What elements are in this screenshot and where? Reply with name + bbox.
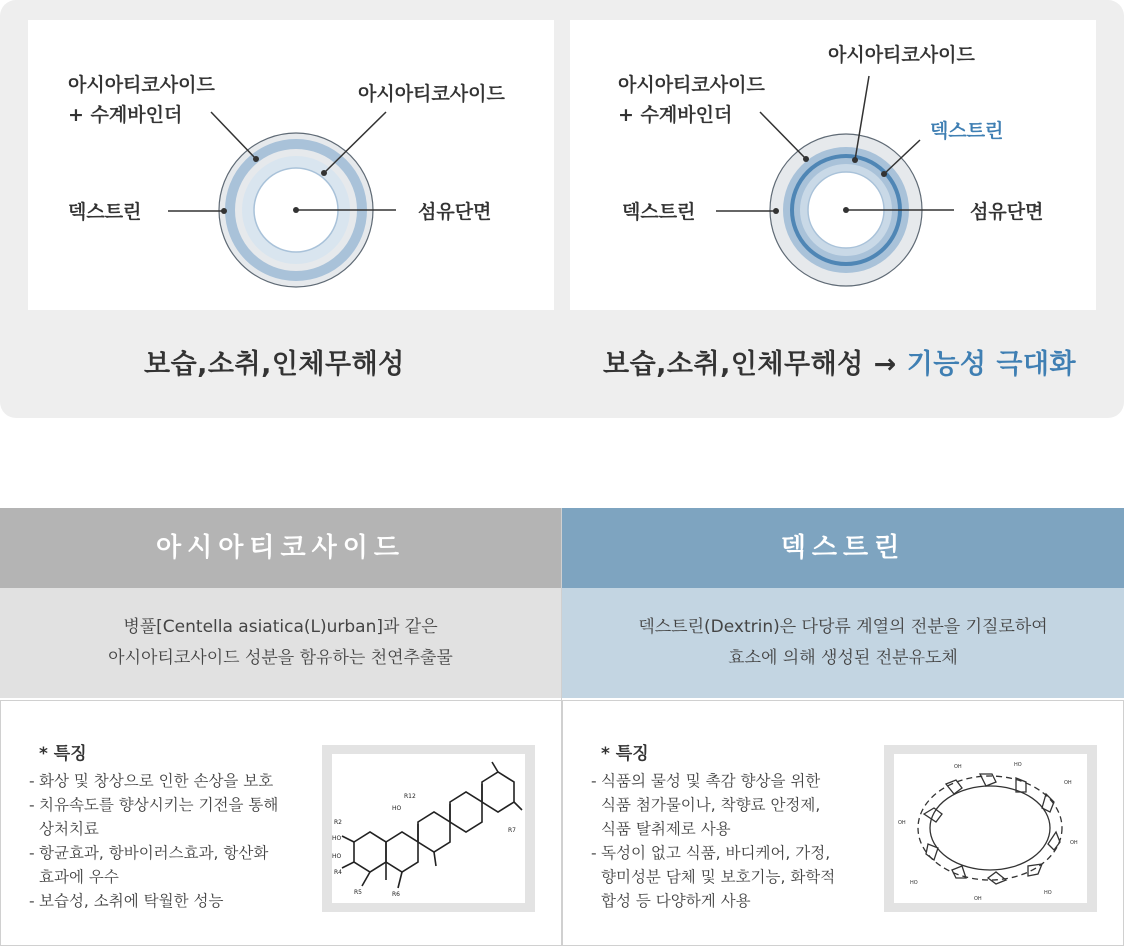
cyclodextrin-structure-icon xyxy=(894,754,1087,903)
leader-dot xyxy=(321,170,327,176)
svg-text:R12: R12 xyxy=(404,793,416,800)
dextrin-features-list xyxy=(591,769,835,913)
leader-dot xyxy=(293,207,299,213)
caption-right-main: 보습,소취,인체무해성 → xyxy=(603,349,907,380)
leader-dot xyxy=(881,171,887,177)
label-asiatico-binder-1: 아시아티코사이드 xyxy=(68,74,215,96)
list-item: - 독성이 없고 식품, 바디케어, 가정, xyxy=(591,841,835,865)
asiatico-description xyxy=(0,588,561,698)
right-fiber-diagram xyxy=(570,20,1096,310)
list-item: 식품 탈취제로 사용 xyxy=(601,820,731,838)
left-fiber-diagram xyxy=(28,20,554,310)
caption-left: 보습,소취,인체무해성 xyxy=(144,349,405,380)
dextrin-features-panel xyxy=(562,700,1124,946)
dextrin-features-title: * 특징 xyxy=(601,744,649,764)
leader-dot xyxy=(253,156,259,162)
list-item: 상처치료 xyxy=(39,820,99,838)
list-item: 효과에 우수 xyxy=(39,868,119,886)
svg-text:R2: R2 xyxy=(334,819,342,826)
caption-right-accent: 기능성 극대화 xyxy=(906,349,1077,380)
asiatico-features-title: * 특징 xyxy=(39,744,87,764)
list-item: - 화상 및 창상으로 인한 손상을 보호 xyxy=(29,769,278,793)
list-item: 식품 첨가물이나, 착향료 안정제, xyxy=(601,796,821,814)
leader-dot xyxy=(221,208,227,214)
dextrin-description xyxy=(562,588,1124,698)
dextrin-structure-frame xyxy=(884,745,1097,912)
label-dextrin: 덱스트린 xyxy=(68,201,142,223)
svg-text:HO: HO xyxy=(332,835,342,842)
dextrin-desc-line2: 효소에 의해 생성된 전분유도체 xyxy=(728,648,958,668)
dextrin-column xyxy=(562,508,1124,946)
caption-right xyxy=(603,342,1076,381)
list-item: 합성 등 다양하게 사용 xyxy=(601,892,751,910)
list-item: - 보습성, 소취에 탁월한 성능 xyxy=(29,889,278,913)
svg-text:R5: R5 xyxy=(354,889,362,896)
svg-text:OH: OH xyxy=(1070,840,1078,846)
comparison-table xyxy=(0,508,1124,946)
leader-dot xyxy=(773,208,779,214)
svg-text:HO: HO xyxy=(392,805,402,812)
leader-line xyxy=(211,112,256,159)
label-fiber: 섬유단면 xyxy=(418,201,492,223)
svg-text:HO: HO xyxy=(1044,890,1052,896)
leader-dot xyxy=(843,207,849,213)
right-fiber-cross-section-svg xyxy=(570,20,1096,310)
triterpene-structure-icon xyxy=(332,754,525,903)
leader-dot xyxy=(852,157,858,163)
svg-text:R6: R6 xyxy=(392,891,400,898)
label-asiatico: 아시아티코사이드 xyxy=(828,44,975,66)
label-dextrin-inner: 덱스트린 xyxy=(930,120,1004,142)
svg-text:HO: HO xyxy=(332,853,342,860)
list-item: - 식품의 물성 및 촉감 향상을 위한 xyxy=(591,769,835,793)
asiatico-header: 아시아티코사이드 xyxy=(0,508,561,588)
asiatico-desc-line1: 병풀[Centella asiatica(L)urban]과 같은 xyxy=(123,617,438,637)
dextrin-header: 덱스트린 xyxy=(562,508,1124,588)
label-asiatico: 아시아티코사이드 xyxy=(358,83,505,105)
label-asiatico-binder-1: 아시아티코사이드 xyxy=(618,74,765,96)
left-fiber-cross-section-svg xyxy=(28,20,554,310)
label-asiatico-binder-2: + 수계바인더 xyxy=(68,104,183,126)
top-panel xyxy=(0,0,1124,418)
leader-dot xyxy=(803,156,809,162)
svg-text:OH: OH xyxy=(1064,780,1072,786)
list-item: 향미성분 담체 및 보호기능, 화학적 xyxy=(601,868,836,886)
dextrin-desc-line1: 덱스트린(Dextrin)은 다당류 계열의 전분을 기질로하여 xyxy=(638,617,1048,637)
asiatico-structure-frame xyxy=(322,745,535,912)
svg-text:OH: OH xyxy=(974,896,982,902)
svg-text:HO: HO xyxy=(910,880,918,886)
leader-line xyxy=(760,112,806,159)
asiatico-features-list xyxy=(29,769,278,913)
label-asiatico-binder-2: + 수계바인더 xyxy=(618,104,733,126)
list-item: - 치유속도를 향상시키는 기전을 통해 xyxy=(29,793,278,817)
svg-text:HO: HO xyxy=(1014,762,1022,768)
asiatico-column xyxy=(0,508,561,946)
svg-text:OH: OH xyxy=(898,820,906,826)
label-fiber: 섬유단면 xyxy=(970,201,1044,223)
label-dextrin: 덱스트린 xyxy=(622,201,696,223)
asiatico-desc-line2: 아시아티코사이드 성분을 함유하는 천연추출물 xyxy=(108,648,453,668)
list-item: - 항균효과, 항바이러스효과, 항산화 xyxy=(29,841,278,865)
svg-text:OH: OH xyxy=(954,764,962,770)
asiatico-features-panel xyxy=(0,700,561,946)
svg-text:R7: R7 xyxy=(508,827,516,834)
svg-text:R4: R4 xyxy=(334,869,342,876)
